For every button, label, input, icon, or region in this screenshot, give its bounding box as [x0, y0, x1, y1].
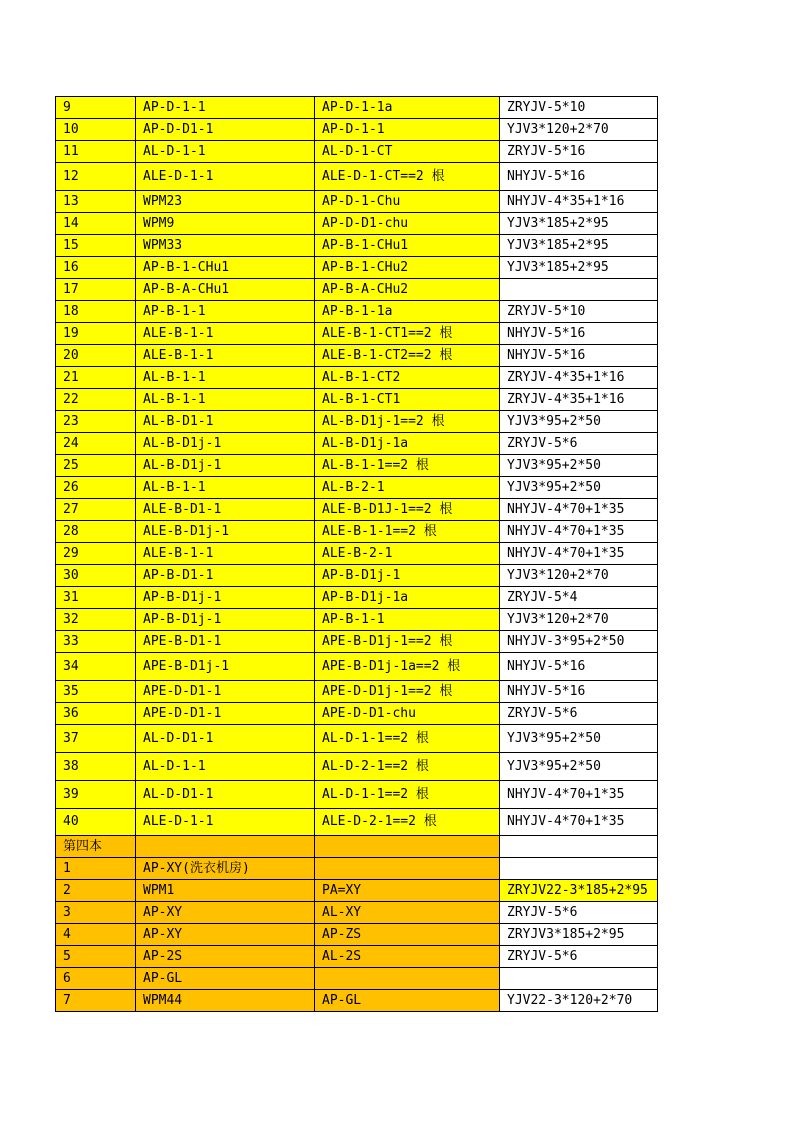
to-panel-cell: AP-D-1-1a	[315, 97, 500, 119]
row-number-cell: 29	[56, 543, 136, 565]
row-number-cell: 24	[56, 433, 136, 455]
table-row	[56, 781, 658, 809]
table-row	[56, 235, 658, 257]
row-number-cell: 28	[56, 521, 136, 543]
row-number-cell: 17	[56, 279, 136, 301]
to-panel-cell: AP-D-D1-chu	[315, 213, 500, 235]
cable-spec-cell: NHYJV-4*70+1*35	[500, 499, 658, 521]
cable-spec-cell: NHYJV-4*70+1*35	[500, 521, 658, 543]
cable-spec-cell: ZRYJV-5*6	[500, 946, 658, 968]
table-row	[56, 653, 658, 681]
table-row	[56, 809, 658, 836]
cable-spec-cell: NHYJV-5*16	[500, 345, 658, 367]
cable-spec-cell: ZRYJV-4*35+1*16	[500, 389, 658, 411]
row-number-cell: 6	[56, 968, 136, 990]
table-row	[56, 141, 658, 163]
cable-spec-cell: NHYJV-4*70+1*35	[500, 781, 658, 809]
table-row	[56, 97, 658, 119]
cable-spec-cell: ZRYJV-5*16	[500, 141, 658, 163]
from-panel-cell: AP-B-D1-1	[136, 565, 315, 587]
from-panel-cell: AP-XY(洗衣机房)	[136, 858, 315, 880]
row-number-cell: 13	[56, 191, 136, 213]
table-row	[56, 858, 658, 880]
row-number-cell: 39	[56, 781, 136, 809]
from-panel-cell: AP-B-D1j-1	[136, 587, 315, 609]
cable-spec-cell: ZRYJV-5*10	[500, 301, 658, 323]
table-row	[56, 389, 658, 411]
table-row	[56, 163, 658, 191]
to-panel-cell: AL-B-D1j-1==2 根	[315, 411, 500, 433]
row-number-cell: 11	[56, 141, 136, 163]
from-panel-cell: APE-D-D1-1	[136, 681, 315, 703]
to-panel-cell: AL-XY	[315, 902, 500, 924]
table-row	[56, 703, 658, 725]
row-number-cell: 第四本	[56, 836, 136, 858]
row-number-cell: 14	[56, 213, 136, 235]
cable-spec-cell: ZRYJV-5*4	[500, 587, 658, 609]
to-panel-cell: AP-B-1-CHu1	[315, 235, 500, 257]
row-number-cell: 20	[56, 345, 136, 367]
to-panel-cell: PA=XY	[315, 880, 500, 902]
row-number-cell: 15	[56, 235, 136, 257]
row-number-cell: 36	[56, 703, 136, 725]
table-row	[56, 521, 658, 543]
table-row	[56, 499, 658, 521]
table-row	[56, 367, 658, 389]
cable-spec-cell: YJV3*185+2*95	[500, 257, 658, 279]
to-panel-cell: ALE-B-2-1	[315, 543, 500, 565]
to-panel-cell	[315, 968, 500, 990]
row-number-cell: 30	[56, 565, 136, 587]
table-row	[56, 543, 658, 565]
to-panel-cell: ALE-B-D1J-1==2 根	[315, 499, 500, 521]
to-panel-cell: AL-B-1-CT1	[315, 389, 500, 411]
cable-spec-cell: ZRYJV-4*35+1*16	[500, 367, 658, 389]
cable-spec-cell: YJV3*120+2*70	[500, 565, 658, 587]
table-row	[56, 725, 658, 753]
cable-spec-cell: YJV3*95+2*50	[500, 455, 658, 477]
table-row	[56, 631, 658, 653]
to-panel-cell: AL-B-1-1==2 根	[315, 455, 500, 477]
from-panel-cell: ALE-B-1-1	[136, 543, 315, 565]
cable-spec-cell: NHYJV-4*35+1*16	[500, 191, 658, 213]
table-row	[56, 753, 658, 781]
to-panel-cell: ALE-B-1-CT2==2 根	[315, 345, 500, 367]
cable-spec-cell: NHYJV-4*70+1*35	[500, 543, 658, 565]
table-row	[56, 681, 658, 703]
row-number-cell: 4	[56, 924, 136, 946]
table-row	[56, 880, 658, 902]
from-panel-cell: ALE-D-1-1	[136, 163, 315, 191]
row-number-cell: 3	[56, 902, 136, 924]
to-panel-cell: ALE-B-1-CT1==2 根	[315, 323, 500, 345]
from-panel-cell: AL-B-D1-1	[136, 411, 315, 433]
table-row	[56, 455, 658, 477]
row-number-cell: 1	[56, 858, 136, 880]
to-panel-cell: AP-B-D1j-1	[315, 565, 500, 587]
to-panel-cell: AP-B-A-CHu2	[315, 279, 500, 301]
cable-spec-cell: ZRYJV-5*6	[500, 902, 658, 924]
to-panel-cell: AL-2S	[315, 946, 500, 968]
table-row	[56, 990, 658, 1012]
from-panel-cell: AP-2S	[136, 946, 315, 968]
cable-spec-cell: ZRYJV-5*6	[500, 703, 658, 725]
row-number-cell: 35	[56, 681, 136, 703]
row-number-cell: 19	[56, 323, 136, 345]
row-number-cell: 40	[56, 809, 136, 836]
cable-spec-cell: ZRYJV22-3*185+2*95	[500, 880, 658, 902]
cable-spec-cell: YJV22-3*120+2*70	[500, 990, 658, 1012]
from-panel-cell: AL-B-D1j-1	[136, 455, 315, 477]
cable-spec-cell: YJV3*120+2*70	[500, 119, 658, 141]
cable-spec-cell: NHYJV-5*16	[500, 323, 658, 345]
from-panel-cell: APE-B-D1j-1	[136, 653, 315, 681]
table-row	[56, 213, 658, 235]
row-number-cell: 12	[56, 163, 136, 191]
to-panel-cell: AP-B-1-CHu2	[315, 257, 500, 279]
row-number-cell: 22	[56, 389, 136, 411]
cable-spec-cell: YJV3*95+2*50	[500, 411, 658, 433]
table-row	[56, 119, 658, 141]
to-panel-cell: ALE-B-1-1==2 根	[315, 521, 500, 543]
from-panel-cell: WPM1	[136, 880, 315, 902]
row-number-cell: 21	[56, 367, 136, 389]
row-number-cell: 27	[56, 499, 136, 521]
from-panel-cell: AL-B-1-1	[136, 367, 315, 389]
cable-spec-cell: ZRYJV-5*10	[500, 97, 658, 119]
to-panel-cell: AL-D-1-1==2 根	[315, 781, 500, 809]
from-panel-cell: WPM44	[136, 990, 315, 1012]
from-panel-cell: AP-XY	[136, 902, 315, 924]
from-panel-cell: ALE-B-D1-1	[136, 499, 315, 521]
table-row	[56, 257, 658, 279]
row-number-cell: 18	[56, 301, 136, 323]
to-panel-cell: AL-D-2-1==2 根	[315, 753, 500, 781]
to-panel-cell: AP-GL	[315, 990, 500, 1012]
to-panel-cell: APE-D-D1j-1==2 根	[315, 681, 500, 703]
row-number-cell: 23	[56, 411, 136, 433]
cable-spec-cell: YJV3*185+2*95	[500, 235, 658, 257]
row-number-cell: 33	[56, 631, 136, 653]
from-panel-cell: AP-B-A-CHu1	[136, 279, 315, 301]
to-panel-cell: APE-B-D1j-1==2 根	[315, 631, 500, 653]
to-panel-cell: AP-D-1-Chu	[315, 191, 500, 213]
table-row	[56, 565, 658, 587]
cable-spec-cell: ZRYJV-5*6	[500, 433, 658, 455]
row-number-cell: 37	[56, 725, 136, 753]
from-panel-cell: AL-B-1-1	[136, 389, 315, 411]
cable-spec-cell	[500, 836, 658, 858]
cable-spec-cell: YJV3*185+2*95	[500, 213, 658, 235]
row-number-cell: 10	[56, 119, 136, 141]
from-panel-cell: WPM23	[136, 191, 315, 213]
section-header-row	[56, 836, 658, 858]
to-panel-cell: AL-D-1-1==2 根	[315, 725, 500, 753]
to-panel-cell: AP-B-D1j-1a	[315, 587, 500, 609]
table-row	[56, 279, 658, 301]
table-row	[56, 191, 658, 213]
from-panel-cell: WPM9	[136, 213, 315, 235]
to-panel-cell: AL-B-D1j-1a	[315, 433, 500, 455]
from-panel-cell: ALE-B-D1j-1	[136, 521, 315, 543]
cable-spec-cell: NHYJV-5*16	[500, 163, 658, 191]
row-number-cell: 2	[56, 880, 136, 902]
to-panel-cell: ALE-D-2-1==2 根	[315, 809, 500, 836]
from-panel-cell: AL-B-1-1	[136, 477, 315, 499]
cable-spec-cell: NHYJV-5*16	[500, 681, 658, 703]
cable-spec-cell: ZRYJV3*185+2*95	[500, 924, 658, 946]
from-panel-cell: AP-GL	[136, 968, 315, 990]
to-panel-cell: AL-D-1-CT	[315, 141, 500, 163]
to-panel-cell: APE-D-D1-chu	[315, 703, 500, 725]
from-panel-cell: ALE-D-1-1	[136, 809, 315, 836]
from-panel-cell: AL-D-1-1	[136, 753, 315, 781]
cable-spec-cell: NHYJV-5*16	[500, 653, 658, 681]
cable-spec-cell: NHYJV-3*95+2*50	[500, 631, 658, 653]
table-row	[56, 411, 658, 433]
row-number-cell: 31	[56, 587, 136, 609]
to-panel-cell: AL-B-1-CT2	[315, 367, 500, 389]
row-number-cell: 26	[56, 477, 136, 499]
table-body	[56, 97, 658, 1012]
cable-spec-cell	[500, 858, 658, 880]
from-panel-cell: AL-B-D1j-1	[136, 433, 315, 455]
table-row	[56, 609, 658, 631]
from-panel-cell: ALE-B-1-1	[136, 323, 315, 345]
row-number-cell: 9	[56, 97, 136, 119]
row-number-cell: 7	[56, 990, 136, 1012]
cable-spec-cell: YJV3*95+2*50	[500, 753, 658, 781]
cable-spec-cell	[500, 279, 658, 301]
table-row	[56, 946, 658, 968]
cable-schedule-table	[55, 96, 658, 1012]
row-number-cell: 34	[56, 653, 136, 681]
from-panel-cell: APE-B-D1-1	[136, 631, 315, 653]
to-panel-cell: ALE-D-1-CT==2 根	[315, 163, 500, 191]
from-panel-cell: AP-B-D1j-1	[136, 609, 315, 631]
to-panel-cell	[315, 836, 500, 858]
table-row	[56, 323, 658, 345]
from-panel-cell: ALE-B-1-1	[136, 345, 315, 367]
cable-spec-cell: NHYJV-4*70+1*35	[500, 809, 658, 836]
row-number-cell: 25	[56, 455, 136, 477]
from-panel-cell	[136, 836, 315, 858]
row-number-cell: 16	[56, 257, 136, 279]
from-panel-cell: AP-XY	[136, 924, 315, 946]
from-panel-cell: WPM33	[136, 235, 315, 257]
from-panel-cell: AP-D-1-1	[136, 97, 315, 119]
cable-spec-cell: YJV3*120+2*70	[500, 609, 658, 631]
table-row	[56, 345, 658, 367]
to-panel-cell: AL-B-2-1	[315, 477, 500, 499]
table-row	[56, 477, 658, 499]
table-row	[56, 902, 658, 924]
from-panel-cell: AL-D-D1-1	[136, 725, 315, 753]
table-row	[56, 587, 658, 609]
to-panel-cell: AP-B-1-1	[315, 609, 500, 631]
cable-spec-cell	[500, 968, 658, 990]
from-panel-cell: AP-D-D1-1	[136, 119, 315, 141]
from-panel-cell: AP-B-1-CHu1	[136, 257, 315, 279]
from-panel-cell: AP-B-1-1	[136, 301, 315, 323]
to-panel-cell: APE-B-D1j-1a==2 根	[315, 653, 500, 681]
table-row	[56, 301, 658, 323]
table-row	[56, 924, 658, 946]
row-number-cell: 38	[56, 753, 136, 781]
cable-spec-cell: YJV3*95+2*50	[500, 477, 658, 499]
to-panel-cell: AP-B-1-1a	[315, 301, 500, 323]
from-panel-cell: AL-D-1-1	[136, 141, 315, 163]
row-number-cell: 32	[56, 609, 136, 631]
to-panel-cell: AP-ZS	[315, 924, 500, 946]
from-panel-cell: APE-D-D1-1	[136, 703, 315, 725]
row-number-cell: 5	[56, 946, 136, 968]
to-panel-cell	[315, 858, 500, 880]
from-panel-cell: AL-D-D1-1	[136, 781, 315, 809]
table-row	[56, 968, 658, 990]
table-row	[56, 433, 658, 455]
cable-spec-cell: YJV3*95+2*50	[500, 725, 658, 753]
to-panel-cell: AP-D-1-1	[315, 119, 500, 141]
